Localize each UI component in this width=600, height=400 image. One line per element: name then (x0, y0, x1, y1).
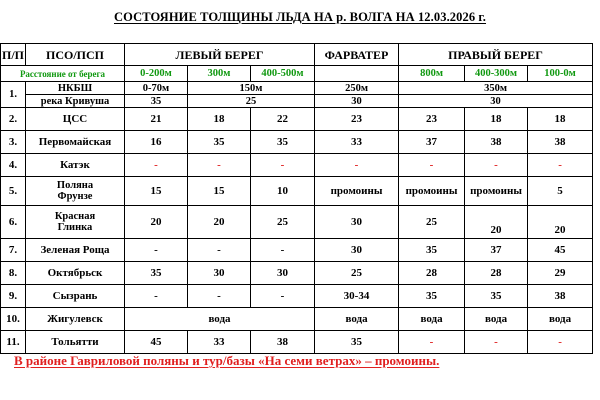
row-name: Тольятти (26, 331, 125, 354)
row-num: 9. (1, 285, 26, 308)
cell-value: 38 (465, 131, 528, 154)
cell-value: - (125, 239, 188, 262)
cell-value: 35 (399, 285, 465, 308)
row-name: ЦСС (26, 108, 125, 131)
cell-value: - (528, 331, 593, 354)
row1-sub-fairway: 250м (315, 82, 399, 95)
row-name-line2: Глинка (57, 222, 93, 233)
cell-value: 35 (465, 285, 528, 308)
cell-value: 20 (528, 206, 593, 239)
header-num: П/П (1, 44, 26, 66)
cell-value: - (188, 154, 251, 177)
distance-row (1, 66, 593, 82)
cell-value: 30 (315, 239, 399, 262)
cell-value: 23 (399, 108, 465, 131)
row-num: 10. (1, 308, 26, 331)
table-row (1, 206, 593, 239)
cell-value: - (125, 154, 188, 177)
table-row (1, 262, 593, 285)
report-title: СОСТОЯНИЕ ТОЛЩИНЫ ЛЬДА НА р. ВОЛГА НА 12.03.2026 г. (113, 10, 487, 24)
cell-value: 37 (399, 131, 465, 154)
cell-value: - (528, 154, 593, 177)
cell-value: - (399, 331, 465, 354)
row1-val-right: 30 (399, 95, 593, 108)
row1-val-left2: 25 (188, 95, 315, 108)
distance-right-2: 400-300м (465, 66, 528, 82)
cell-value: 35 (399, 239, 465, 262)
cell-value: промоины (399, 177, 465, 206)
table-row (1, 131, 593, 154)
row-name: Октябрьск (26, 262, 125, 285)
table-row (1, 308, 593, 331)
cell-value: 35 (315, 331, 399, 354)
cell-value: вода (315, 308, 399, 331)
cell-value: 37 (465, 239, 528, 262)
row-name-line2: Фрунзе (57, 191, 93, 202)
row-name-line2: река Кривуша (26, 95, 125, 108)
cell-value: 45 (528, 239, 593, 262)
cell-value: вода (528, 308, 593, 331)
cell-value: 28 (399, 262, 465, 285)
cell-value: 16 (125, 131, 188, 154)
cell-value: - (251, 154, 315, 177)
cell-value: 38 (251, 331, 315, 354)
header-left-bank: ЛЕВЫЙ БЕРЕГ (125, 44, 315, 66)
cell-value: промоины (315, 177, 399, 206)
cell-value: 20 (465, 206, 528, 239)
row-num: 8. (1, 262, 26, 285)
cell-value: - (251, 285, 315, 308)
row1-sub-left1: 0-70м (125, 82, 188, 95)
cell-value: 30-34 (315, 285, 399, 308)
cell-value: - (399, 154, 465, 177)
row-name: Сызрань (26, 285, 125, 308)
row-name (26, 177, 125, 206)
row-name: Первомайская (26, 131, 125, 154)
table-row (1, 82, 593, 95)
distance-right-3: 100-0м (528, 66, 593, 82)
distance-left-3: 400-500м (251, 66, 315, 82)
cell-value: 18 (528, 108, 593, 131)
cell-value: 25 (251, 206, 315, 239)
cell-value: 21 (125, 108, 188, 131)
cell-value: 35 (251, 131, 315, 154)
row-num: 2. (1, 108, 26, 131)
warning-note: В районе Гавриловой поляны и тур/базы «На семи ветрах» – промоины. (14, 353, 440, 368)
table-row (1, 331, 593, 354)
cell-value: 35 (125, 262, 188, 285)
row-name: Зеленая Роща (26, 239, 125, 262)
distance-right-1: 800м (399, 66, 465, 82)
distance-left-1: 0-200м (125, 66, 188, 82)
header-fairway: ФАРВАТЕР (315, 44, 399, 66)
header-row (1, 44, 593, 66)
cell-value: 35 (188, 131, 251, 154)
header-post: ПСО/ПСП (26, 44, 125, 66)
row-name-line1: НКБШ (26, 82, 125, 95)
cell-value: - (188, 285, 251, 308)
header-right-bank: ПРАВЫЙ БЕРЕГ (399, 44, 593, 66)
row-name-line1: Красная (54, 211, 96, 222)
table-row (1, 177, 593, 206)
cell-value: 30 (251, 262, 315, 285)
cell-value: - (251, 239, 315, 262)
table-row (1, 285, 593, 308)
cell-value: 20 (188, 206, 251, 239)
cell-value: промоины (465, 177, 528, 206)
row-num: 7. (1, 239, 26, 262)
cell-value: - (125, 285, 188, 308)
ice-thickness-table (0, 43, 593, 354)
row-num: 3. (1, 131, 26, 154)
cell-value: 30 (188, 262, 251, 285)
cell-value: 25 (315, 262, 399, 285)
row1-val-left1: 35 (125, 95, 188, 108)
cell-value: 22 (251, 108, 315, 131)
table-row (1, 95, 593, 108)
table-row (1, 108, 593, 131)
cell-value: - (188, 239, 251, 262)
cell-value-merged: вода (125, 308, 315, 331)
table-row (1, 239, 593, 262)
cell-value: 10 (251, 177, 315, 206)
row1-val-fairway: 30 (315, 95, 399, 108)
cell-value: 38 (528, 285, 593, 308)
row-name: Жигулевск (26, 308, 125, 331)
cell-value: 20 (125, 206, 188, 239)
distance-fairway (315, 66, 399, 82)
cell-value: 23 (315, 108, 399, 131)
cell-value: 33 (188, 331, 251, 354)
row-num: 5. (1, 177, 26, 206)
cell-value: 38 (528, 131, 593, 154)
distance-left-2: 300м (188, 66, 251, 82)
cell-value: 25 (399, 206, 465, 239)
cell-value: 33 (315, 131, 399, 154)
row-name-line1: Поляна (56, 180, 94, 191)
cell-value: 18 (465, 108, 528, 131)
row1-sub-left2: 150м (188, 82, 315, 95)
cell-value: 15 (125, 177, 188, 206)
table-row (1, 154, 593, 177)
row-num: 4. (1, 154, 26, 177)
cell-value: 30 (315, 206, 399, 239)
row-num: 6. (1, 206, 26, 239)
cell-value: 29 (528, 262, 593, 285)
cell-value: 15 (188, 177, 251, 206)
row-num: 1. (1, 82, 26, 108)
cell-value: - (465, 331, 528, 354)
cell-value: - (315, 154, 399, 177)
cell-value: 18 (188, 108, 251, 131)
row1-sub-right: 350м (399, 82, 593, 95)
row-name (26, 206, 125, 239)
distance-label: Расстояние от берега (1, 66, 125, 82)
cell-value: 45 (125, 331, 188, 354)
cell-value: вода (399, 308, 465, 331)
cell-value: вода (465, 308, 528, 331)
cell-value: 28 (465, 262, 528, 285)
cell-value: 5 (528, 177, 593, 206)
row-num: 11. (1, 331, 26, 354)
cell-value: - (465, 154, 528, 177)
row-name: Катэк (26, 154, 125, 177)
